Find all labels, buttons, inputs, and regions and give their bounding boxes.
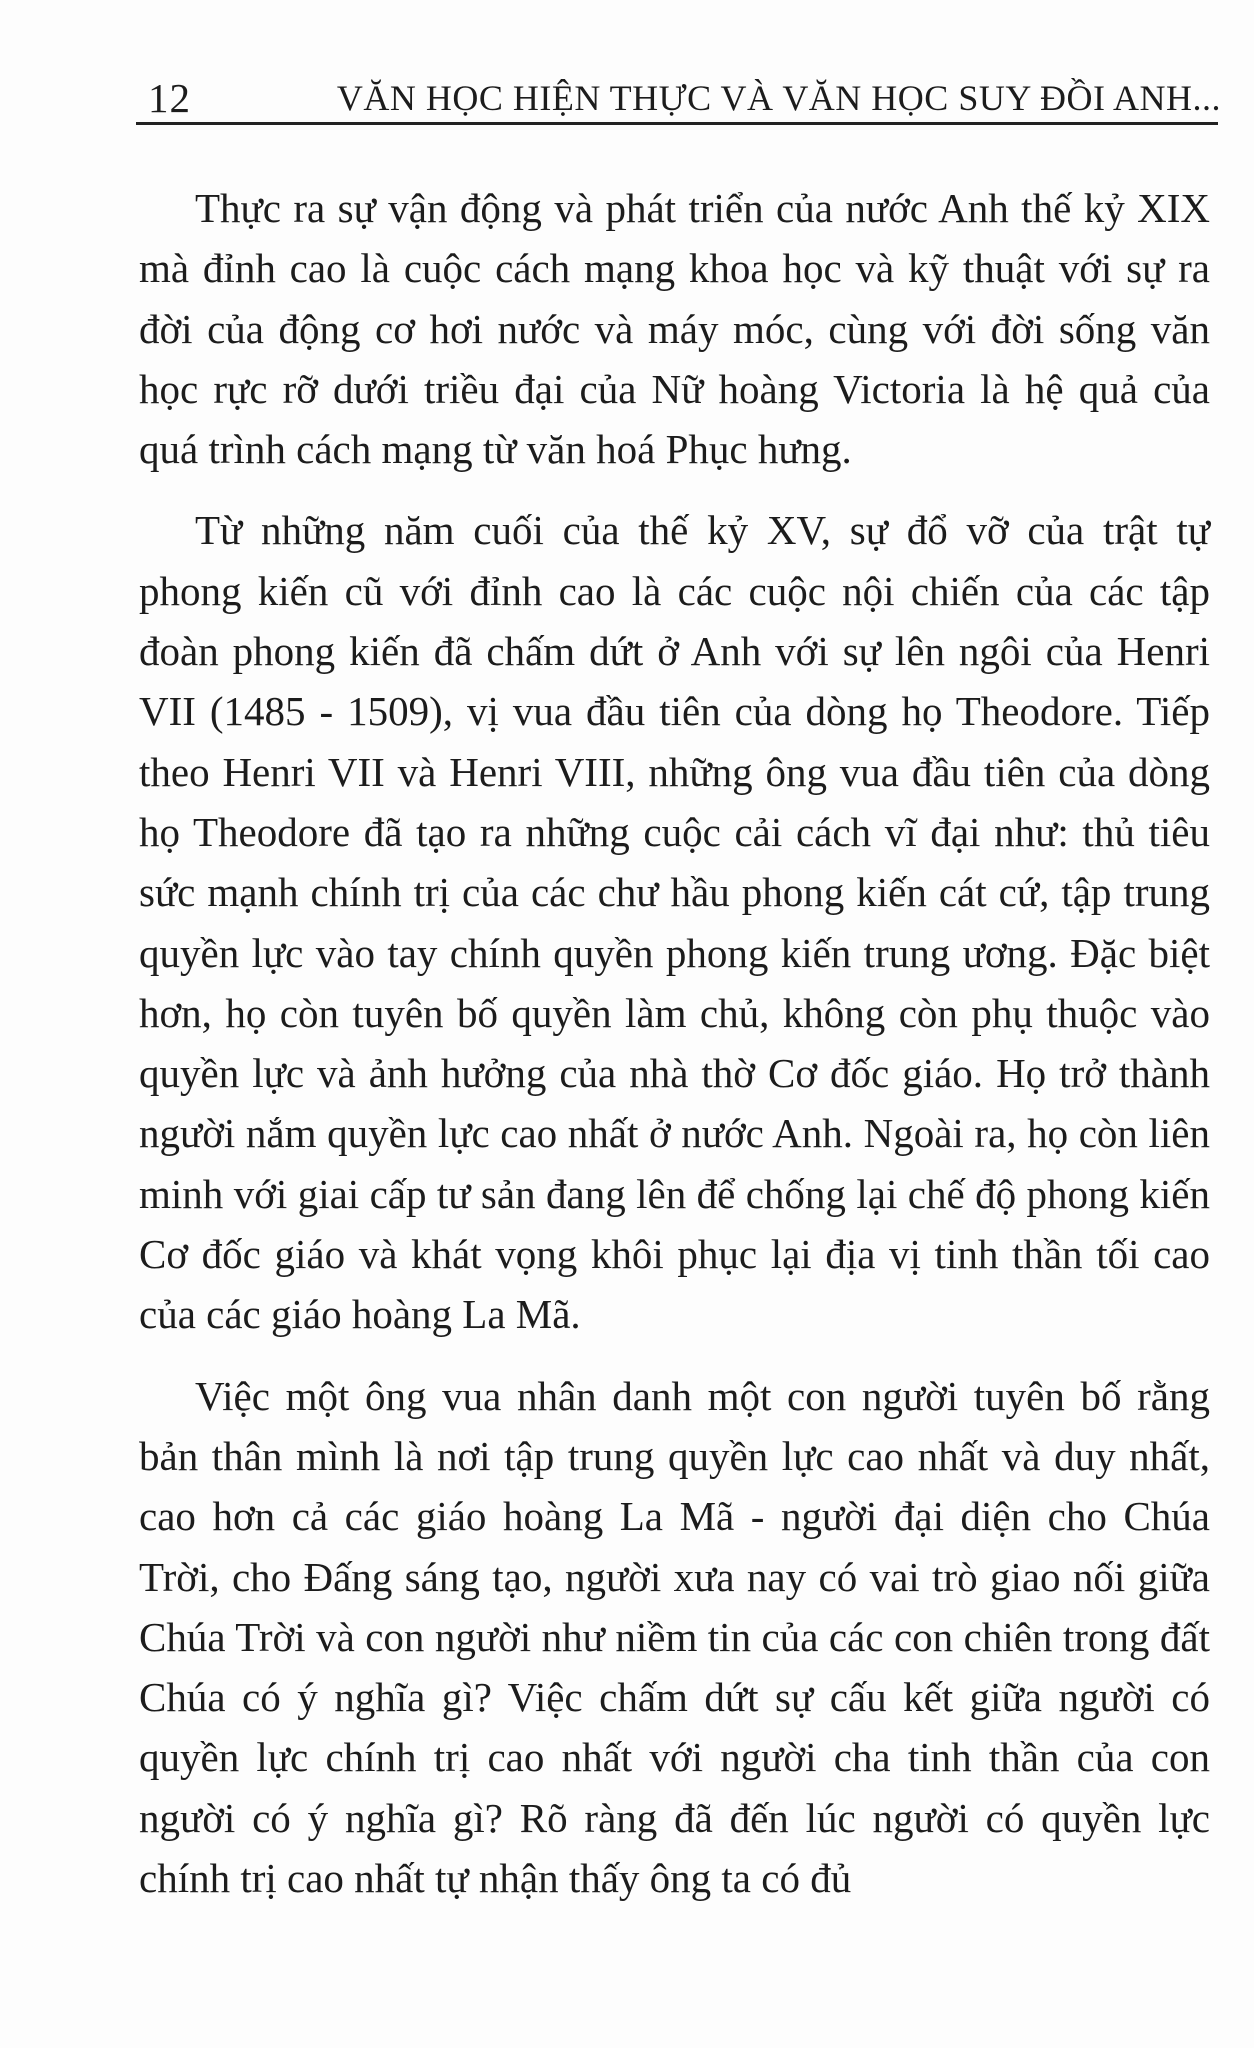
body-text (139, 178, 1210, 1908)
page-header (138, 62, 1221, 124)
running-title: VĂN HỌC HIỆN THỰC VÀ VĂN HỌC SUY ĐỒI ANH... (336, 78, 1221, 118)
page-number: 12 (148, 75, 191, 121)
paragraph-2: Từ những năm cuối của thế kỷ XV, sự đổ vỡ của trật tự phong kiến cũ với đỉnh cao là các cuộc nội chiến của các tập đoàn phong kiến đã chấm dứt ở Anh với sự lên ngôi của Henri VII (1485 - 1509), vị vua đầu tiên của dòng họ Theodore. Tiếp theo Henri VII và Henri VIII, những ông vua đầu tiên của dòng họ Theodore đã tạo ra những cuộc cải cách vĩ đại như: thủ tiêu sức mạnh chính trị của các chư hầu phong kiến cát cứ, tập trung quyền lực vào tay chính quyền phong kiến trung ương. Đặc biệt hơn, họ còn tuyên bố quyền làm chủ, không còn phụ thuộc vào quyền lực và ảnh hưởng của nhà thờ Cơ đốc giáo. Họ trở thành người nắm quyền lực cao nhất ở nước Anh. Ngoài ra, họ còn liên minh với giai cấp tư sản đang lên để chống lại chế độ phong kiến Cơ đốc giáo và khát vọng khôi phục lại địa vị tinh thần tối cao của các giáo hoàng La Mã. (139, 507, 1210, 1338)
header-divider (136, 122, 1218, 125)
paragraph-3: Việc một ông vua nhân danh một con người tuyên bố rằng bản thân mình là nơi tập trung quyền lực cao nhất và duy nhất, cao hơn cả các giáo hoàng La Mã - người đại diện cho Chúa Trời, cho Đấng sáng tạo, người xưa nay có vai trò giao nối giữa Chúa Trời và con người như niềm tin của các con chiên trong đất Chúa có ý nghĩa gì? Việc chấm dứt sự cấu kết giữa người có quyền lực chính trị cao nhất với người cha tinh thần của con người có ý nghĩa gì? Rõ ràng đã đến lúc người có quyền lực chính trị cao nhất tự nhận thấy ông ta có đủ (139, 1372, 1210, 1902)
paragraph-1: Thực ra sự vận động và phát triển của nước Anh thế kỷ XIX mà đỉnh cao là cuộc cách mạng khoa học và kỹ thuật với sự ra đời của động cơ hơi nước và máy móc, cùng với đời sống văn học rực rỡ dưới triều đại của Nữ hoàng Victoria là hệ quả của quá trình cách mạng từ văn hoá Phục hưng. (139, 185, 1210, 473)
